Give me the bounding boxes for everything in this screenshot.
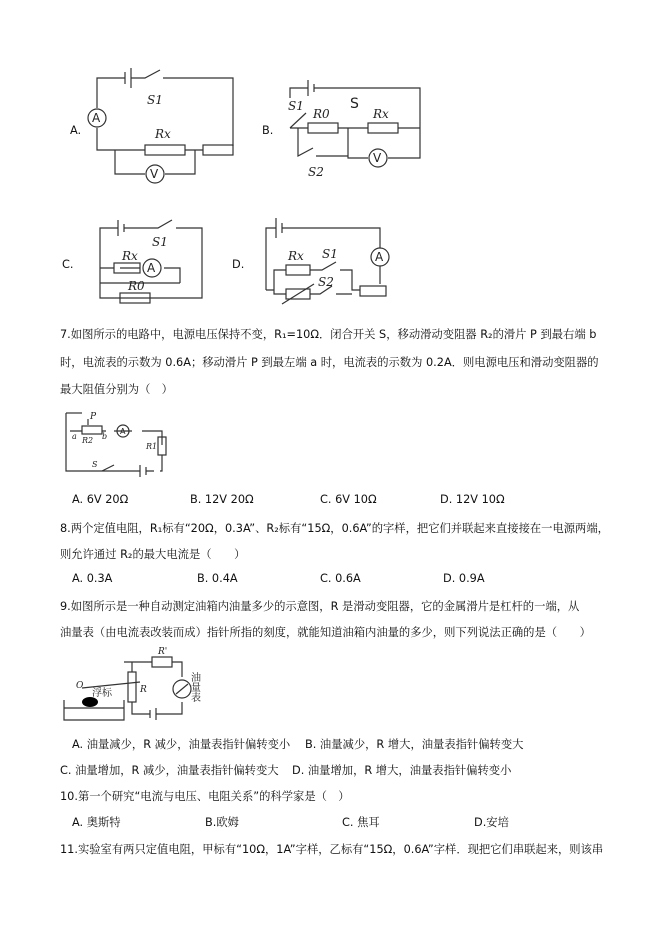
q9-option-b[interactable]: B. 油量减少，R 增大，油量表指针偏转变大 xyxy=(305,738,524,751)
svg-text:Rx: Rx xyxy=(155,127,171,141)
q7-option-b[interactable]: B. 12V 20Ω xyxy=(190,493,254,506)
svg-text:P: P xyxy=(90,412,97,422)
svg-text:V: V xyxy=(373,151,382,165)
q8-option-c[interactable]: C. 0.6A xyxy=(320,572,361,585)
q9-option-d[interactable]: D. 油量增加，R 增大，油量表指针偏转变小 xyxy=(292,764,512,777)
question-10: 10.第一个研究“电流与电压、电阻关系”的科学家是（ ） xyxy=(60,790,350,803)
svg-text:R2: R2 xyxy=(82,436,94,445)
question-9-line-2: 油量表（由电流表改装而成）指针所指的刻度，就能知道油箱内油量的多少，则下列说法正确的是（ ） xyxy=(60,626,591,639)
q10-option-c[interactable]: C. 焦耳 xyxy=(342,816,380,829)
q8-option-b[interactable]: B. 0.4A xyxy=(197,572,238,585)
svg-text:S1: S1 xyxy=(288,99,304,113)
svg-text:R': R' xyxy=(158,647,168,657)
svg-text:S2: S2 xyxy=(308,165,324,179)
q10-option-a[interactable]: A. 奥斯特 xyxy=(72,816,121,829)
q7-option-d[interactable]: D. 12V 10Ω xyxy=(440,493,505,506)
q7-option-c[interactable]: C. 6V 10Ω xyxy=(320,493,377,506)
svg-text:R: R xyxy=(140,685,147,695)
svg-text:A: A xyxy=(147,261,156,275)
circuit-diagram-d xyxy=(252,210,392,310)
option-a-label: A. xyxy=(70,124,82,137)
svg-text:S: S xyxy=(92,460,98,469)
svg-text:O: O xyxy=(76,681,84,691)
circuit-diagram-a xyxy=(85,68,245,188)
q8-option-d[interactable]: D. 0.9A xyxy=(443,572,485,585)
svg-text:Rx: Rx xyxy=(122,249,138,263)
svg-text:R0: R0 xyxy=(313,107,330,121)
svg-text:浮标: 浮标 xyxy=(92,688,112,699)
svg-text:S1: S1 xyxy=(152,235,168,249)
q10-option-d[interactable]: D.安培 xyxy=(474,816,509,829)
svg-text:S: S xyxy=(350,96,359,112)
svg-text:R1: R1 xyxy=(146,442,158,451)
q8-option-a[interactable]: A. 0.3A xyxy=(72,572,113,585)
svg-text:R0: R0 xyxy=(128,279,145,293)
q9-option-a[interactable]: A. 油量减少，R 减少，油量表指针偏转变小 xyxy=(72,738,291,751)
svg-text:A: A xyxy=(120,427,126,436)
question-9-oil-gauge-figure xyxy=(62,642,202,727)
svg-text:Rx: Rx xyxy=(373,107,389,121)
svg-text:S1: S1 xyxy=(322,247,338,261)
svg-text:b: b xyxy=(102,432,108,441)
svg-text:S2: S2 xyxy=(318,275,334,289)
option-b-label: B. xyxy=(262,124,274,137)
circuit-diagram-c xyxy=(80,208,210,308)
q9-option-c[interactable]: C. 油量增加，R 减少，油量表指针偏转变大 xyxy=(60,764,279,777)
question-7-line-1: 7.如图所示的电路中，电源电压保持不变，R₁=10Ω．闭合开关 S，移动滑动变阻器 R₂的滑片 P 到最右端 b xyxy=(60,328,597,341)
question-7-circuit xyxy=(62,405,167,480)
q10-option-b[interactable]: B.欧姆 xyxy=(205,816,239,829)
svg-text:Rx: Rx xyxy=(288,249,304,263)
question-11: 11.实验室有两只定值电阻，甲标有“10Ω，1A”字样，乙标有“15Ω，0.6A”字样．现把它们串联起来，则该串 xyxy=(60,843,604,856)
svg-text:S1: S1 xyxy=(147,93,163,107)
q7-option-a[interactable]: A. 6V 20Ω xyxy=(72,493,129,506)
option-c-label: C. xyxy=(62,258,74,271)
svg-text:油量表: 油量表 xyxy=(188,672,200,702)
question-9-line-1: 9.如图所示是一种自动测定油箱内油量多少的示意图，R 是滑动变阻器，它的金属滑片是杠杆的一端，从 xyxy=(60,600,580,613)
svg-text:A: A xyxy=(92,111,101,125)
svg-text:a: a xyxy=(72,432,77,441)
question-8-line-1: 8.两个定值电阻，R₁标有“20Ω，0.3A”、R₂标有“15Ω，0.6A”的字样，把它们并联起来直接接在一电源两端， xyxy=(60,522,609,535)
question-7-line-2: 时，电流表的示数为 0.6A；移动滑片 P 到最左端 a 时，电流表的示数为 0.2A．则电源电压和滑动变阻器的 xyxy=(60,356,599,369)
option-d-label: D. xyxy=(232,258,245,271)
question-7-line-3: 最大阻值分别为（ ） xyxy=(60,383,173,396)
question-8-line-2: 则允许通过 R₂的最大电流是（ ） xyxy=(60,548,246,561)
svg-text:A: A xyxy=(375,250,384,264)
circuit-diagram-b xyxy=(278,68,428,188)
svg-text:V: V xyxy=(150,167,159,181)
